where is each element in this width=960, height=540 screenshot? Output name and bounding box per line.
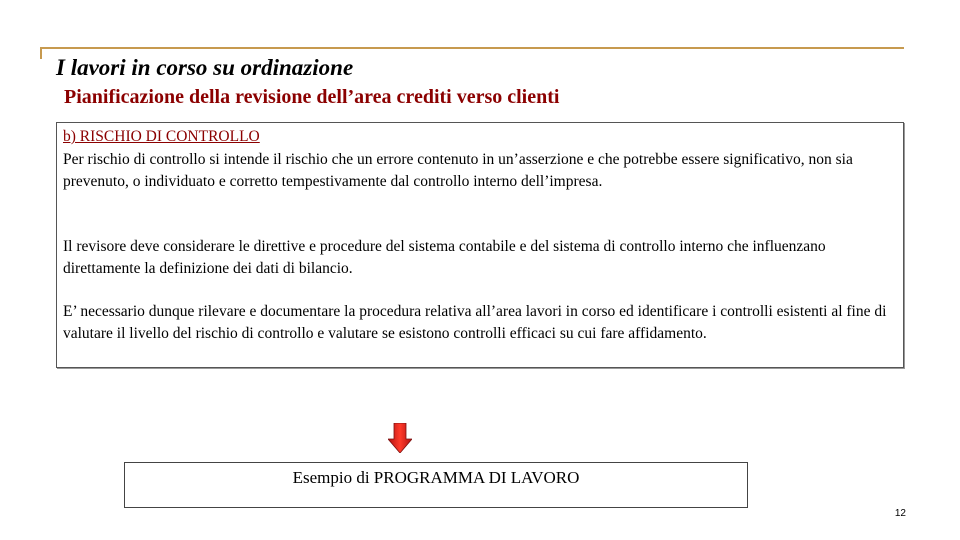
box-heading: b) RISCHIO DI CONTROLLO [63,128,260,145]
program-link-text[interactable] [125,468,747,488]
slide-subtitle: Pianificazione della revisione dell’area crediti verso clienti [64,86,560,108]
slide-title: I lavori in corso su ordinazione [56,55,354,80]
title-rule-top [40,47,904,49]
program-link-emphasis: PROGRAMMA DI LAVORO [373,468,580,487]
down-arrow-icon[interactable] [388,423,412,453]
program-link-box[interactable] [124,462,748,508]
paragraph-1: Per rischio di controllo si intende il rischio che un errore contenuto in un’asserzione e che potrebbe essere significativo, non sia prevenuto, o individuato e corretto tempestivamente dal controllo interno dell’impresa. [63,151,853,190]
page-number: 12 [894,508,906,519]
paragraph-3: E’ necessario dunque rilevare e documentare la procedura relativa all’area lavori in corso ed identificare i controlli esistenti al fine di valutare il livello del rischio di controllo e valutare se esistono controlli efficaci su cui fare affidamento. [63,303,887,342]
paragraph-2: Il revisore deve considerare le direttive e procedure del sistema contabile e del sistema di controllo interno che influenzano direttamente la definizione dei dati di bilancio. [63,238,826,277]
content-box [56,122,904,368]
program-link-prefix: Esempio di [292,468,374,487]
title-rule-left [40,47,42,59]
